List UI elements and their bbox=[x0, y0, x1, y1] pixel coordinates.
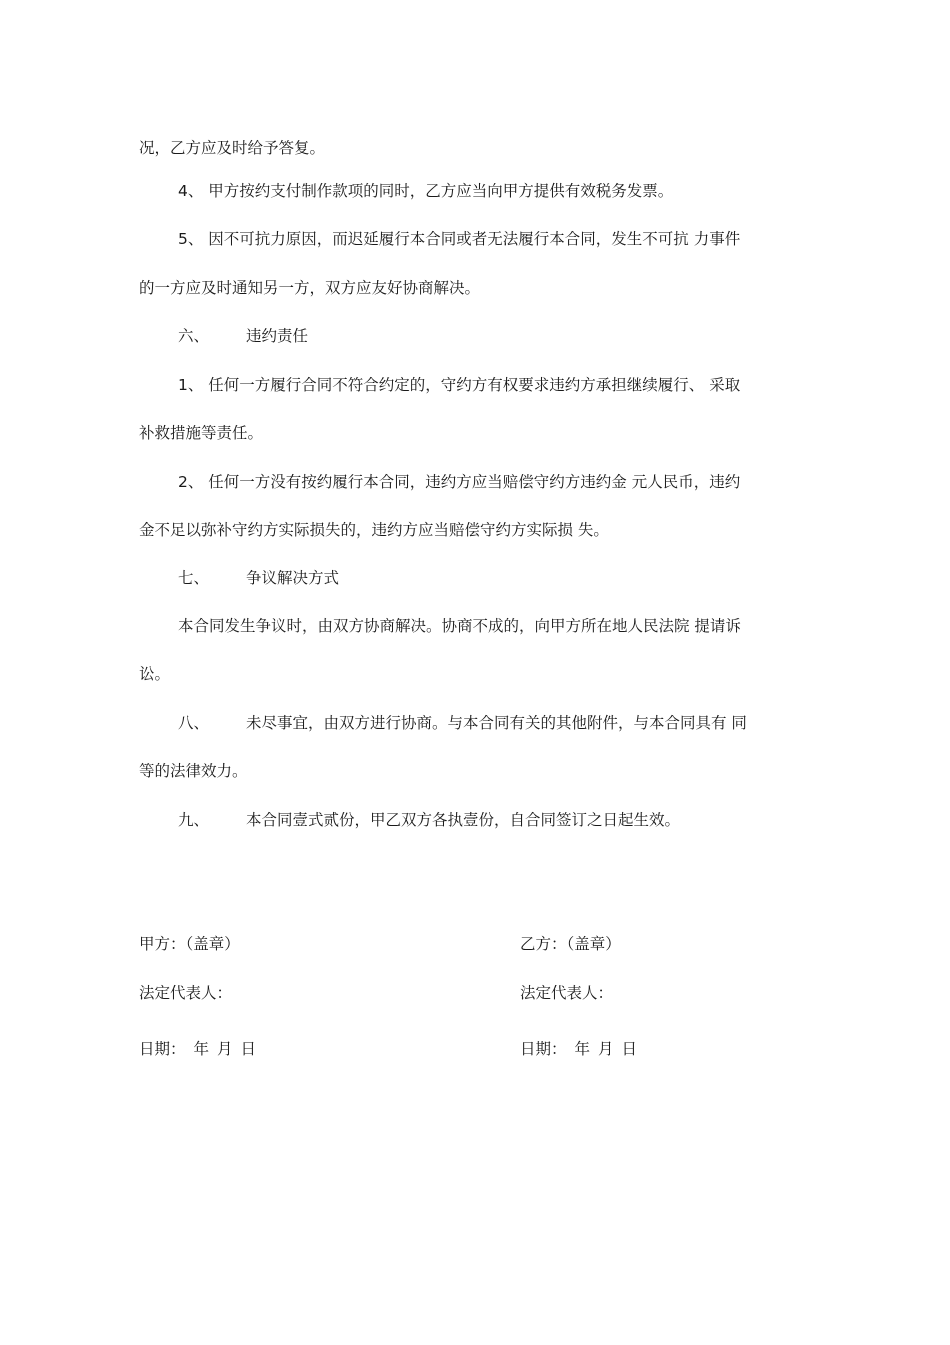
clause-5: 5、 因不可抗力原因，而迟延履行本合同或者无法履行本合同，发生不可抗 力事件 bbox=[178, 230, 741, 248]
section-number: 七、 bbox=[178, 569, 210, 587]
date-year: 年 bbox=[193, 1040, 210, 1058]
section-heading-six bbox=[178, 326, 308, 346]
date-month: 月 bbox=[217, 1040, 233, 1058]
party-b-representative: 法定代表人： bbox=[520, 984, 614, 1002]
party-a-date bbox=[139, 1039, 256, 1059]
section-heading-eight bbox=[178, 713, 747, 733]
text-line: 的一方应及时通知另一方，双方应友好协商解决。 bbox=[139, 279, 481, 297]
date-year: 年 bbox=[574, 1040, 591, 1058]
section-number: 六、 bbox=[178, 327, 210, 345]
dispute-clause: 本合同发生争议时，由双方协商解决。协商不成的，向甲方所在地人民法院 提请诉 bbox=[178, 617, 741, 635]
party-b-date bbox=[520, 1039, 637, 1059]
date-month: 月 bbox=[598, 1040, 614, 1058]
section-heading-seven bbox=[178, 568, 339, 588]
party-b-seal: 乙方：（盖章） bbox=[520, 935, 621, 953]
section-heading-nine bbox=[178, 810, 680, 830]
section-title: 争议解决方式 bbox=[246, 569, 340, 587]
date-label: 日期： bbox=[520, 1040, 567, 1058]
text-line: 金不足以弥补守约方实际损失的，违约方应当赔偿守约方实际损 失。 bbox=[139, 521, 609, 539]
date-day: 日 bbox=[621, 1040, 638, 1058]
party-a-representative: 法定代表人： bbox=[139, 984, 233, 1002]
clause-2: 2、 任何一方没有按约履行本合同，违约方应当赔偿守约方违约金 元人民币，违约 bbox=[178, 473, 741, 491]
clause-1: 1、 任何一方履行合同不符合约定的，守约方有权要求违约方承担继续履行、 采取 bbox=[178, 376, 741, 394]
section-number: 八、 bbox=[178, 714, 210, 732]
clause-4: 4、 甲方按约支付制作款项的同时，乙方应当向甲方提供有效税务发票。 bbox=[178, 182, 674, 200]
date-label: 日期： bbox=[139, 1040, 186, 1058]
text-line: 补救措施等责任。 bbox=[139, 424, 264, 442]
section-title: 违约责任 bbox=[246, 327, 309, 345]
section-title: 本合同壹式贰份，甲乙双方各执壹份，自合同签订之日起生效。 bbox=[246, 811, 681, 829]
party-a-seal: 甲方：（盖章） bbox=[139, 935, 240, 953]
date-day: 日 bbox=[240, 1040, 257, 1058]
section-number: 九、 bbox=[178, 811, 210, 829]
text-line: 讼。 bbox=[139, 665, 171, 683]
text-line: 等的法律效力。 bbox=[139, 762, 248, 780]
text-line: 况，乙方应及时给予答复。 bbox=[139, 139, 326, 157]
section-title: 未尽事宜，由双方进行协商。与本合同有关的其他附件，与本合同具有 同 bbox=[246, 714, 747, 732]
